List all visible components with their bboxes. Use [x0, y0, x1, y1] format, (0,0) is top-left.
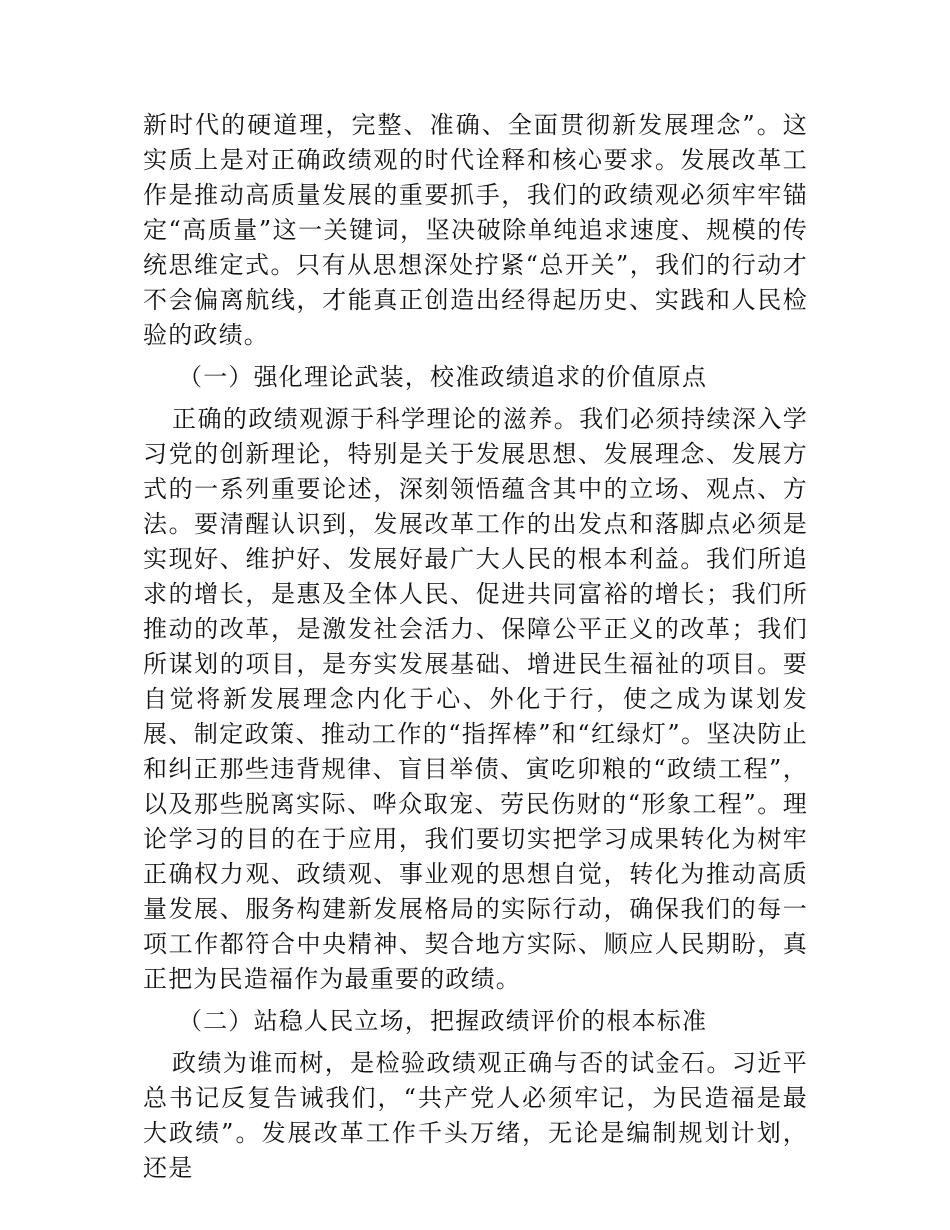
- paragraph-theory-study: 正确的政绩观源于科学理论的滋养。我们必须持续深入学习党的创新理论，特别是关于发展思想、发展理念、发展方式的一系列重要论述，深刻领悟蕴含其中的立场、观点、方法。要清醒认识到，发展改革工作的出发点和落脚点必须是实现好、维护好、发展好最广大人民的根本利益。我们所追求的增长，是惠及全体人民、促进共同富裕的增长；我们所推动的改革，是激发社会活力、保障公平正义的改革；我们所谋划的项目，是夯实发展基础、增进民生福祉的项目。要自觉将新发展理念内化于心、外化于行，使之成为谋划发展、制定政策、推动工作的“指挥棒”和“红绿灯”。坚决防止和纠正那些违背规律、盲目举债、寅吃卯粮的“政绩工程”，以及那些脱离实际、哗众取宠、劳民伤财的“形象工程”。理论学习的目的在于应用，我们要切实把学习成果转化为树牢正确权力观、政绩观、事业观的思想自觉，转化为推动高质量发展、服务构建新发展格局的实际行动，确保我们的每一项工作都符合中央精神、契合地方实际、顺应人民期盼，真正把为民造福作为最重要的政绩。: [143, 405, 808, 993]
- paragraph-intro-continuation: 新时代的硬道理，完整、准确、全面贯彻新发展理念”。这实质上是对正确政绩观的时代诠释和核心要求。发展改革工作是推动高质量发展的重要抓手，我们的政绩观必须牢牢锚定“高质量”这一关键词，坚决破除单纯追求速度、规模的传统思维定式。只有从思想深处拧紧“总开关”，我们的行动才不会偏离航线，才能真正创造出经得起历史、实践和人民检验的政绩。: [143, 111, 808, 349]
- section-heading-1: （一）强化理论武装，校准政绩追求的价值原点: [178, 363, 708, 391]
- section-heading-2: （二）站稳人民立场，把握政绩评价的根本标准: [178, 1007, 708, 1035]
- paragraph-people-stance: 政绩为谁而树，是检验政绩观正确与否的试金石。习近平总书记反复告诫我们，“共产党人必须牢记，为民造福是最大政绩”。发展改革工作千头万绪，无论是编制规划计划，还是: [143, 1049, 808, 1182]
- document-page: [143, 108, 808, 1186]
